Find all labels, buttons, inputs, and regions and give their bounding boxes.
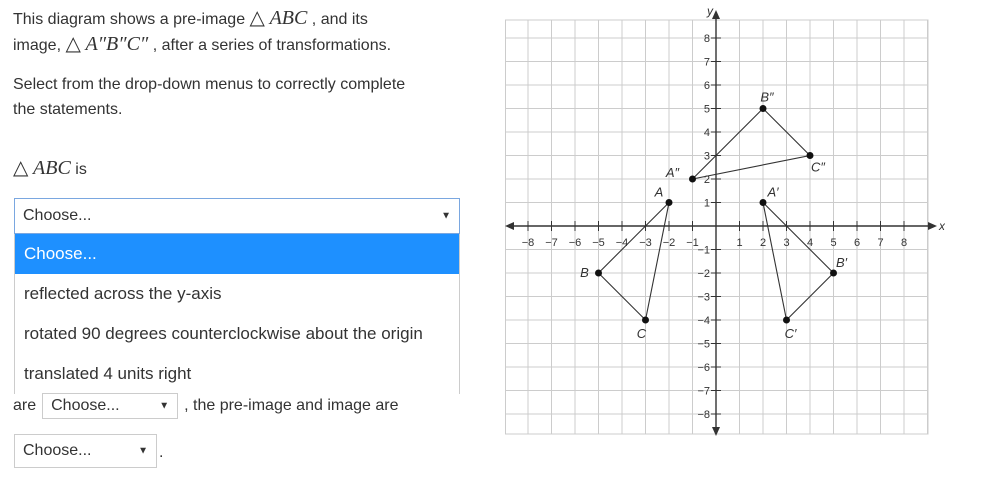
- intro-line-1: [13, 6, 483, 32]
- vertex-label: C′: [784, 326, 797, 341]
- vertex-point: [807, 152, 814, 159]
- preimage-name: ABC: [269, 7, 308, 29]
- image-math: [65, 33, 148, 55]
- y-tick-label: −2: [697, 268, 710, 280]
- vertex-point: [783, 317, 790, 324]
- x-tick-label: −8: [521, 237, 535, 249]
- transformation-dropdown-value: Choose...: [23, 207, 92, 224]
- problem-intro: [13, 6, 483, 58]
- dropdown-option-choose[interactable]: Choose...: [15, 234, 459, 274]
- y-tick-label: 3: [703, 150, 710, 163]
- y-tick-label: −6: [697, 362, 710, 374]
- x-tick-label: 8: [900, 237, 908, 249]
- vertex-point: [642, 317, 649, 324]
- x-tick-label: −1: [686, 237, 699, 249]
- statement-3-period: .: [159, 444, 164, 461]
- vertex-label: C: [636, 326, 647, 341]
- x-tick-label: 3: [783, 237, 790, 249]
- x-tick-label: 7: [877, 237, 884, 249]
- x-tick-label: −2: [662, 237, 676, 249]
- grid-border: [506, 20, 929, 434]
- x-axis-right-arrow-icon: [928, 222, 937, 230]
- vertex-label: B: [580, 265, 589, 280]
- triangle-preimage: [599, 203, 670, 321]
- vertex-label: B′: [835, 255, 848, 270]
- intro-text-2: , and its: [307, 11, 368, 28]
- x-tick-label: −6: [568, 237, 582, 249]
- intro-text-1: This diagram shows a pre-image: [13, 11, 250, 28]
- y-tick-label: −4: [697, 315, 710, 327]
- coordinate-graph: [505, 0, 945, 440]
- triangle-image-double-prime: [693, 109, 811, 180]
- statement-1: [13, 155, 87, 183]
- instructions-line-2: the statements.: [13, 101, 123, 118]
- x-tick-label: 5: [830, 237, 837, 249]
- third-dropdown-value: Choose...: [23, 442, 92, 459]
- third-dropdown[interactable]: [14, 434, 157, 468]
- y-tick-label: 1: [703, 197, 710, 210]
- y-tick-label: 4: [703, 127, 710, 139]
- x-tick-label: −7: [545, 237, 558, 249]
- y-tick-label: 6: [703, 80, 710, 92]
- y-tick-label: 2: [703, 174, 710, 186]
- x-tick-label: −4: [615, 237, 629, 249]
- y-tick-label: 5: [703, 103, 710, 116]
- vertex-point: [595, 270, 602, 277]
- x-tick-label: 1: [736, 237, 743, 249]
- chevron-down-icon: ▼: [159, 400, 170, 412]
- second-dropdown-value: Choose...: [51, 397, 120, 414]
- statement-2: [13, 394, 398, 418]
- y-tick-label: −5: [697, 338, 710, 351]
- preimage-math: [250, 7, 308, 29]
- transformation-dropdown-list: [14, 234, 460, 394]
- intro-text-3: image,: [13, 37, 66, 54]
- vertex-point: [830, 270, 837, 277]
- chevron-down-icon: ▼: [441, 210, 451, 222]
- x-tick-label: −5: [592, 237, 605, 249]
- x-tick-label: 4: [806, 237, 814, 249]
- vertex-label: B″: [760, 89, 774, 105]
- dropdown-option-translated[interactable]: translated 4 units right: [24, 364, 192, 383]
- x-tick-label: −3: [639, 237, 652, 249]
- triangle-symbol-icon: △: [13, 157, 29, 179]
- vertex-label: A: [654, 184, 664, 200]
- y-axis-up-arrow-icon: [712, 10, 720, 19]
- instructions-line-1: Select from the drop-down menus to correctly complete: [13, 76, 406, 93]
- statement-1-math: [13, 157, 71, 179]
- y-tick-label: 8: [703, 33, 710, 45]
- x-tick-label: 2: [759, 237, 767, 249]
- statement-2-prefix: are: [13, 397, 37, 414]
- intro-text-4: , after a series of transformations.: [148, 37, 392, 54]
- statement-1-name: ABC: [33, 157, 71, 179]
- triangle-image-prime: [763, 203, 837, 321]
- y-axis-down-arrow-icon: [712, 427, 720, 436]
- statement-2-suffix: , the pre-image and image are: [184, 397, 399, 414]
- y-tick-label: −8: [697, 409, 710, 421]
- chevron-down-icon: ▼: [138, 445, 148, 457]
- x-axis-left-arrow-icon: [505, 222, 514, 230]
- vertex-point: [689, 176, 696, 183]
- vertex-point: [760, 105, 767, 112]
- x-axis-label: x: [939, 219, 945, 233]
- dropdown-option-reflected[interactable]: reflected across the y-axis: [24, 284, 222, 303]
- y-tick-label: 7: [703, 56, 710, 69]
- dropdown-option-rotated[interactable]: rotated 90 degrees counterclockwise about the origin: [24, 324, 423, 343]
- second-dropdown[interactable]: [42, 393, 178, 419]
- x-tick-label: 6: [853, 237, 861, 249]
- y-axis-label: y: [707, 4, 713, 18]
- transformation-dropdown[interactable]: [14, 198, 460, 234]
- y-tick-label: −1: [697, 244, 710, 257]
- vertex-label: A′: [767, 184, 779, 200]
- vertex-label: A″: [665, 165, 680, 180]
- vertex-point: [760, 199, 767, 206]
- image-name: A″B″C″: [85, 33, 149, 55]
- intro-line-2: [13, 32, 483, 58]
- triangle-symbol-icon: △: [249, 7, 265, 29]
- instructions: [13, 72, 473, 122]
- y-tick-label: −7: [697, 385, 710, 398]
- vertex-point: [666, 199, 673, 206]
- triangle-symbol-icon: △: [65, 33, 81, 55]
- statement-1-suffix: is: [70, 161, 87, 178]
- y-tick-label: −3: [697, 291, 710, 304]
- vertex-label: C″: [811, 159, 825, 175]
